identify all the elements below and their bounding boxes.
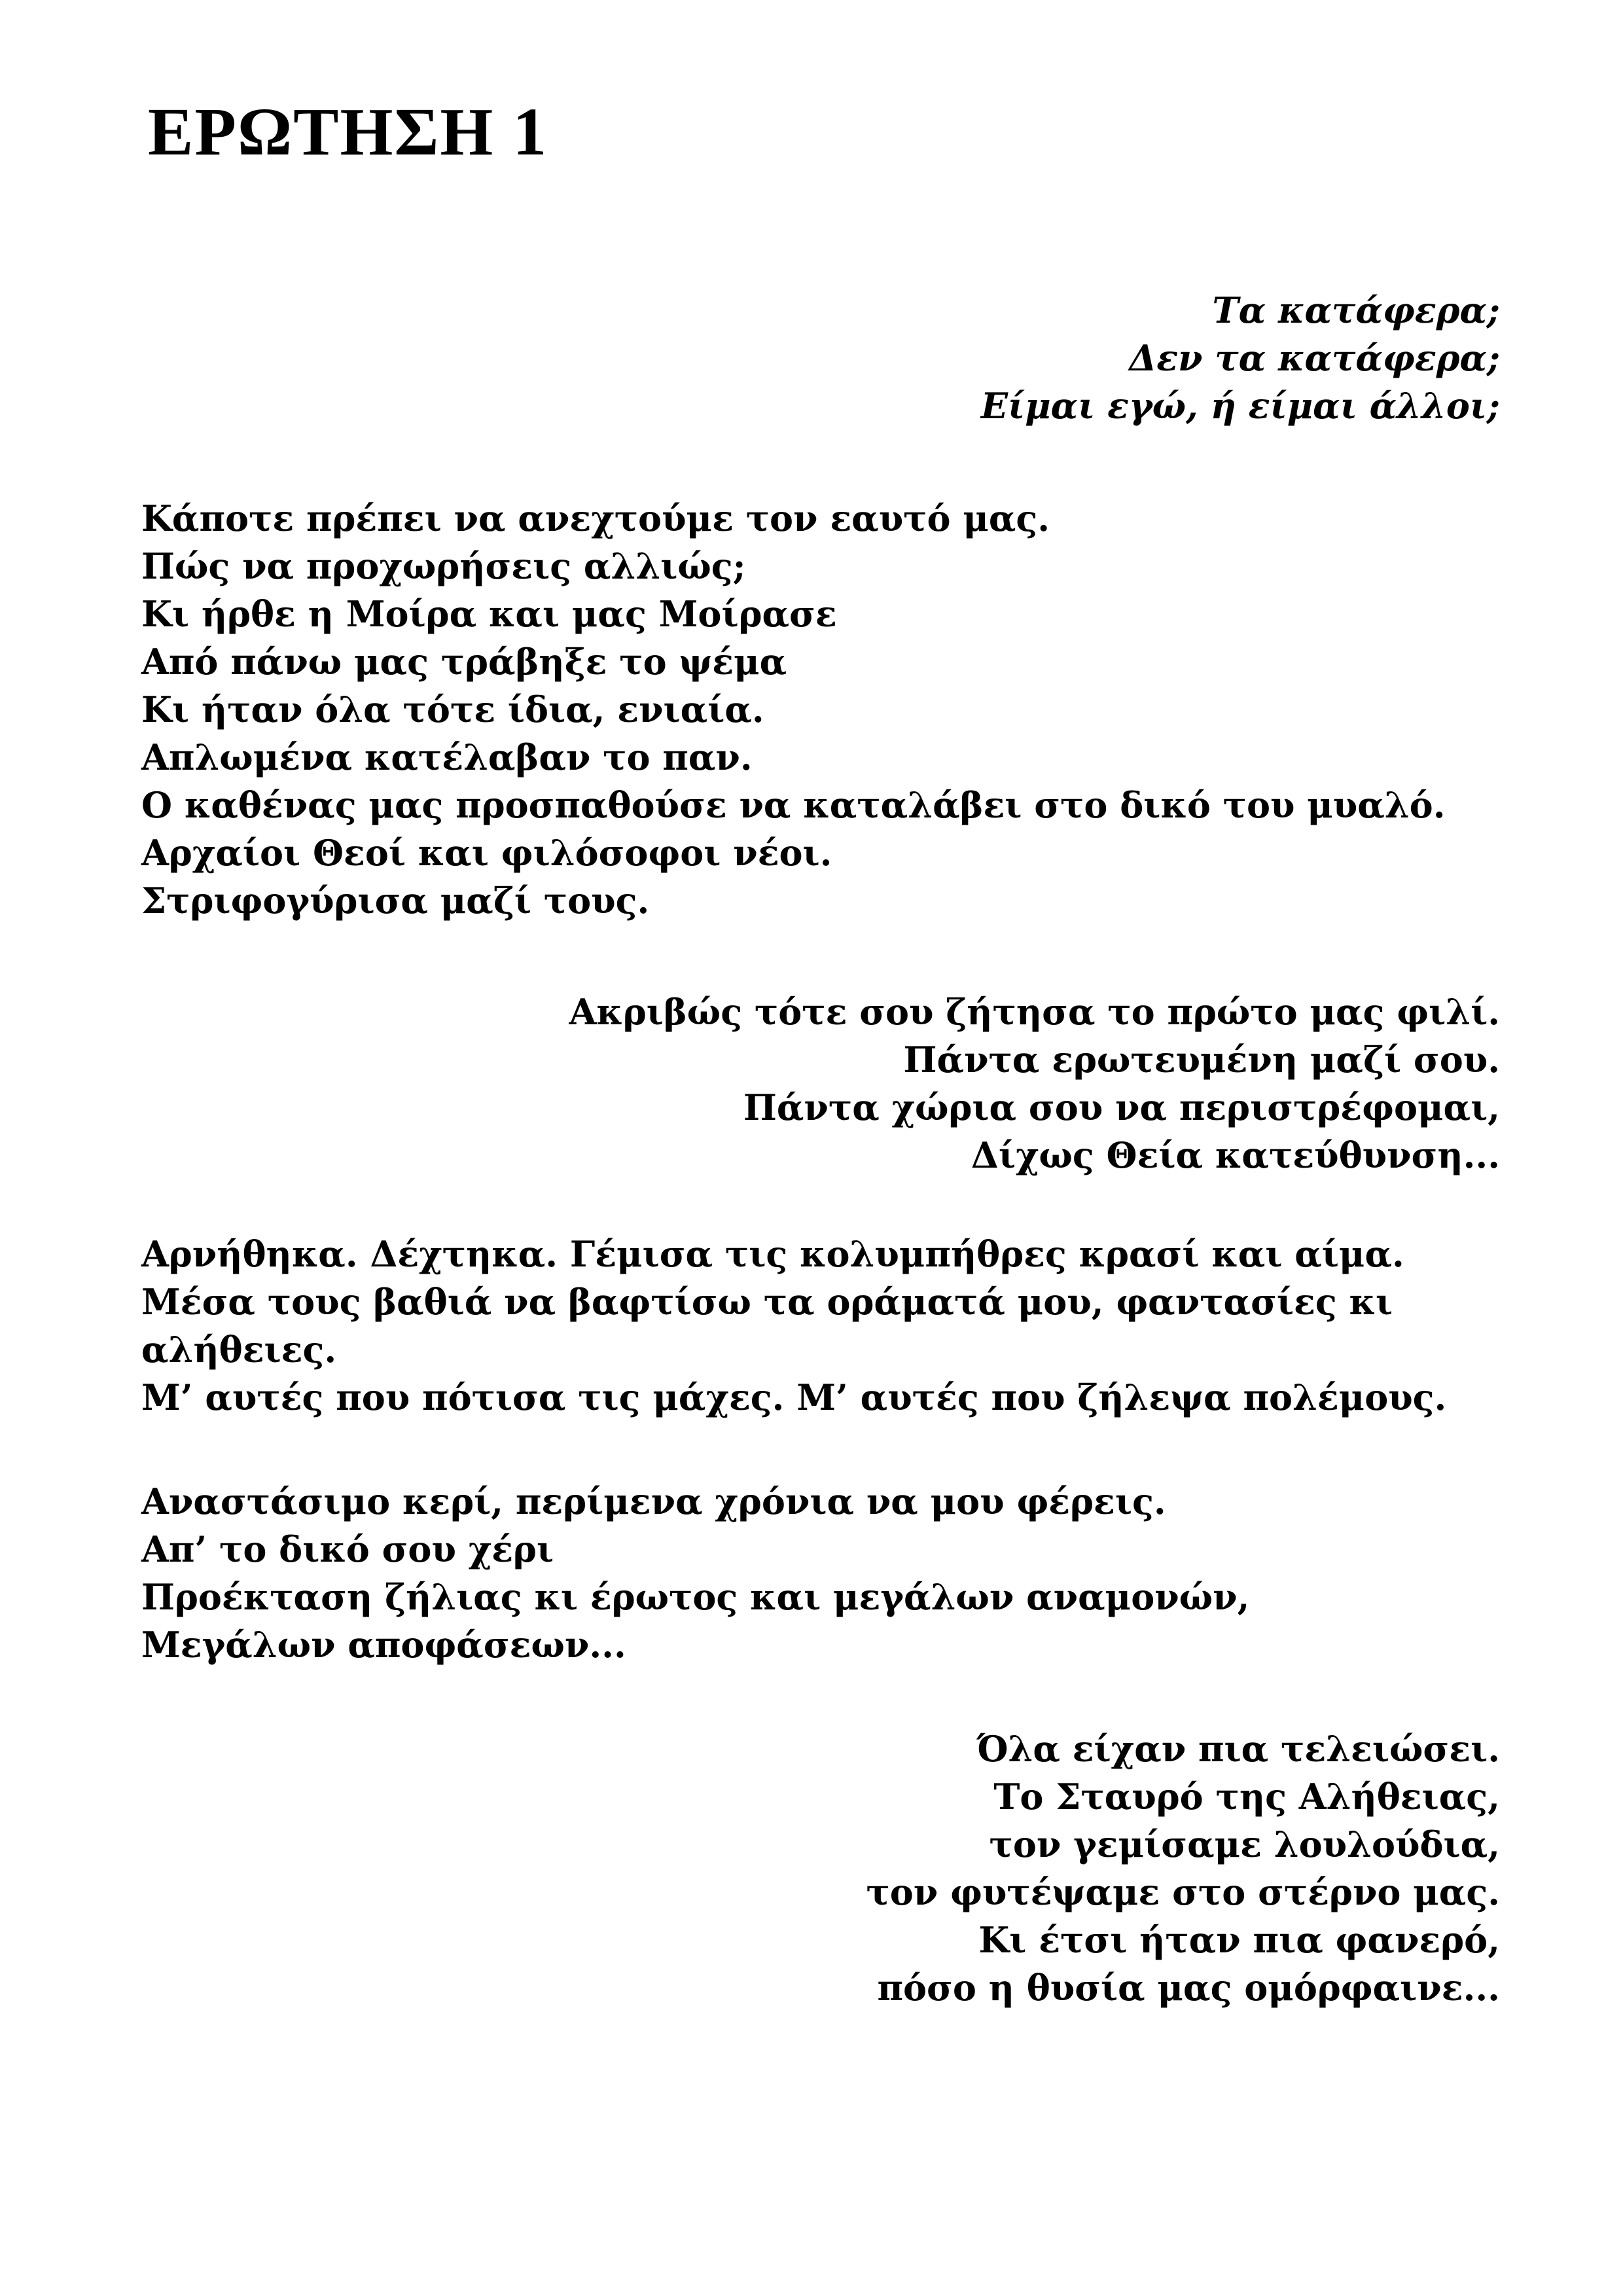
stanza-4 <box>141 1230 1500 1422</box>
page-title: ΕΡΩΤΗΣΗ 1 <box>148 94 548 170</box>
poem-line: Προέκταση ζήλιας κι έρωτος και μεγάλων αναμονών, <box>141 1576 1250 1618</box>
stanza-5 <box>141 1478 1500 1669</box>
stanza-2 <box>141 495 1500 925</box>
poem-line: αλήθειες. <box>141 1329 337 1371</box>
poem-line: τον φυτέψαμε στο στέρνο μας. <box>866 1871 1500 1913</box>
poem-line: πόσο η θυσία μας ομόρφαινε... <box>877 1967 1500 2009</box>
poem-line: Το Σταυρό της Αλήθειας, <box>993 1776 1500 1818</box>
poem-line: Δίχως Θεία κατεύθυνση... <box>971 1134 1500 1176</box>
poem-line: Κάποτε πρέπει να ανεχτούμε τον εαυτό μας. <box>141 497 1050 539</box>
poem-line: Απλωμένα κατέλαβαν το παν. <box>141 736 753 778</box>
poem-line: Αρνήθηκα. Δέχτηκα. Γέμισα τις κολυμπήθρες κρασί και αίμα. <box>141 1233 1404 1275</box>
poem-line: Όλα είχαν πια τελειώσει. <box>976 1728 1500 1770</box>
poem-line: Κι ήταν όλα τότε ίδια, ενιαία. <box>141 689 764 730</box>
poem-line: Από πάνω μας τράβηξε το ψέμα <box>141 641 787 683</box>
poem-line: τον γεμίσαμε λουλούδια, <box>989 1823 1500 1865</box>
poem-line: Κι ήρθε η Μοίρα και μας Μοίρασε <box>141 593 837 635</box>
stanza-6 <box>141 1725 1500 2012</box>
poem-line: Μέσα τους βαθιά να βαφτίσω τα οράματά μου, φαντασίες κι <box>141 1281 1393 1323</box>
stanza-3 <box>141 988 1500 1179</box>
poem-line: Στριφογύρισα μαζί τους. <box>141 880 650 922</box>
poem-line: Πάντα ερωτευμένη μαζί σου. <box>903 1039 1500 1081</box>
stanza-1 <box>141 287 1500 430</box>
poem-line: Ακριβώς τότε σου ζήτησα το πρώτο μας φιλί. <box>569 991 1500 1033</box>
poem-line: Αρχαίοι Θεοί και φιλόσοφοι νέοι. <box>141 832 832 874</box>
poem-line: Πάντα χώρια σου να περιστρέφομαι, <box>743 1086 1500 1128</box>
poem-line: Κι έτσι ήταν πια φανερό, <box>978 1919 1500 1961</box>
poem-line: Είμαι εγώ, ή είμαι άλλοι; <box>980 385 1500 427</box>
poem-line: Ο καθένας μας προσπαθούσε να καταλάβει στο δικό του μυαλό. <box>141 784 1446 826</box>
poem-line: Μεγάλων αποφάσεων... <box>141 1624 626 1666</box>
poem-line: Μ’ αυτές που πότισα τις μάχες. Μ’ αυτές που ζήλεψα πολέμους. <box>141 1376 1447 1418</box>
poem-line: Τα κατάφερα; <box>1212 289 1500 331</box>
poem-line: Αναστάσιμο κερί, περίμενα χρόνια να μου φέρεις. <box>141 1480 1166 1522</box>
poem-line: Απ’ το δικό σου χέρι <box>141 1528 554 1570</box>
poem-line: Πώς να προχωρήσεις αλλιώς; <box>141 545 746 587</box>
poem-line: Δεν τα κατάφερα; <box>1129 337 1500 379</box>
